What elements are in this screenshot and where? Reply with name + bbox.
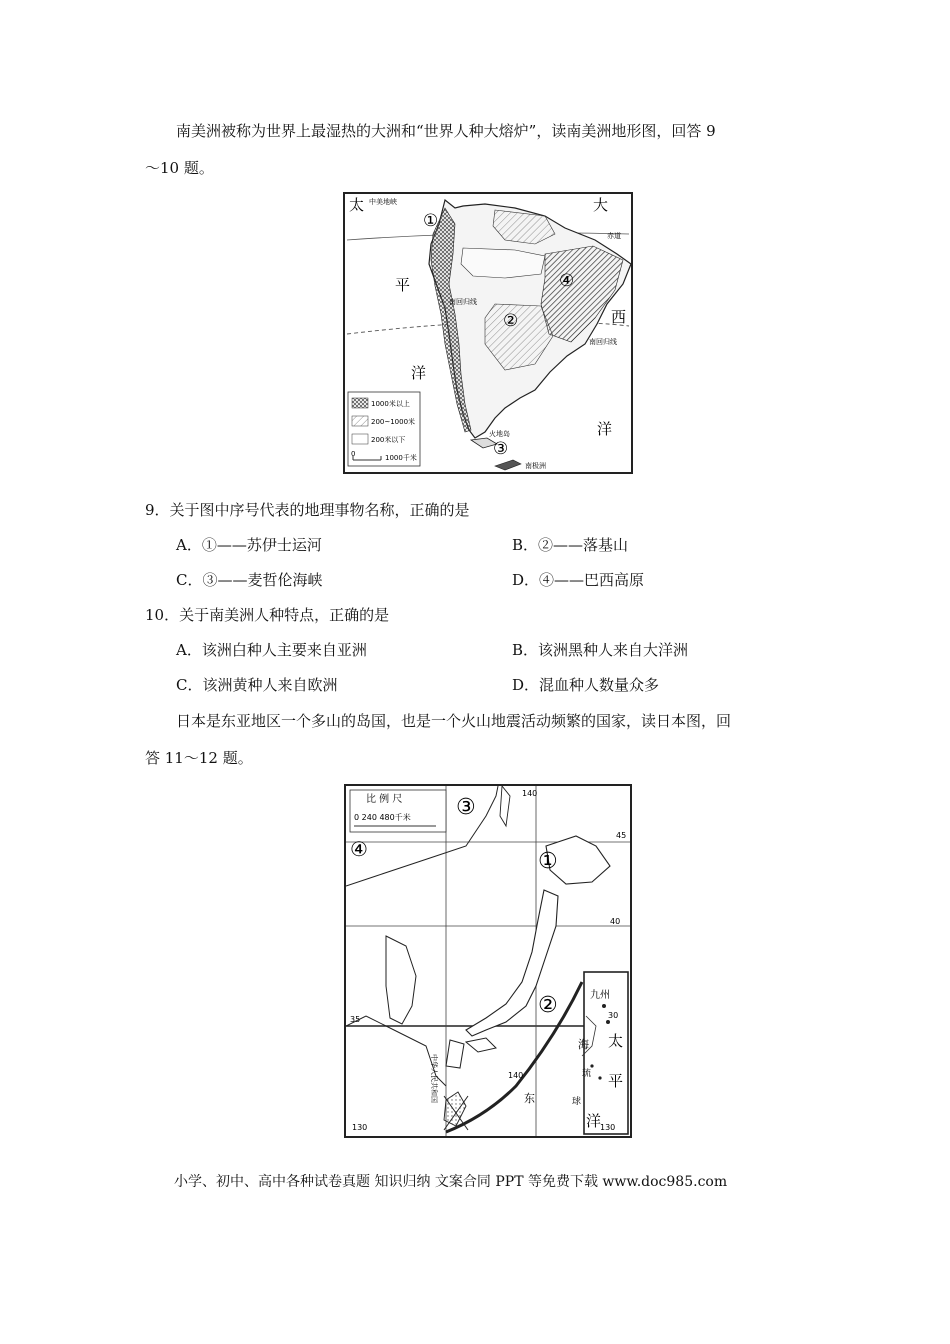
sa-label-atlantic-3: 洋 [597, 420, 613, 438]
sa-label-central-america: 中美地峡 [369, 198, 397, 206]
japan-scale-values: 0 240 480千米 [354, 813, 411, 822]
japan-map-drawing [346, 786, 630, 1136]
japan-marker-3: ③ [456, 795, 476, 820]
sa-label-antarctica: 南极洲 [525, 462, 546, 470]
sa-label-tropic-left: 南回归线 [449, 298, 477, 306]
japan-label-pacific-2: 平 [608, 1072, 624, 1090]
sa-label-tropic: 南回归线 [589, 338, 617, 346]
question-10-option-a: A．该洲白种人主要来自亚洲 [176, 641, 367, 659]
question-10-option-b: B．该洲黑种人来自大洋洲 [512, 641, 689, 659]
sa-label-pacific-3: 洋 [411, 364, 427, 382]
japan-label-ryukyu-1: 琉 [582, 1069, 592, 1079]
japan-label-taiwan: 中华人民共和国 [430, 1054, 438, 1103]
page-footer: 小学、初中、高中各种试卷真题 知识归纳 文案合同 PPT 等免费下载 www.doc985.com [174, 1174, 728, 1190]
question-9-option-b: B．②——落基山 [512, 536, 629, 554]
japan-label-ryukyu-2: 球 [572, 1097, 582, 1107]
japan-marker-1: ① [538, 849, 558, 874]
sa-marker-2: ② [503, 311, 519, 331]
question-10-option-d: D．混血种人数量众多 [512, 676, 660, 694]
japan-lon-130-left: 130 [352, 1123, 368, 1132]
sa-legend-scale-zero: 0 [351, 450, 356, 458]
south-america-map-drawing [345, 194, 631, 472]
intro2-paragraph-line2: 答 11～12 题。 [145, 749, 253, 767]
sa-marker-1: ① [423, 211, 439, 231]
intro2-paragraph-line1: 日本是东亚地区一个多山的岛国，也是一个火山地震活动频繁的国家，读日本图，回 [176, 712, 732, 730]
japan-map [344, 784, 632, 1138]
japan-label-kyushu: 九州 [590, 990, 610, 1001]
japan-marker-4: ④ [350, 837, 368, 861]
japan-lat-35: 35 [350, 1015, 361, 1024]
japan-scale-title: 比 例 尺 [366, 794, 403, 805]
sa-label-atlantic-1: 大 [593, 196, 609, 214]
sa-legend-item-3: 200米以下 [371, 436, 406, 444]
japan-lon-140-top: 140 [522, 789, 538, 798]
sa-legend-scale: 1000千米 [385, 454, 417, 462]
intro-paragraph-line1: 南美洲被称为世界上最湿热的大洲和“世界人种大熔炉”，读南美洲地形图，回答 9 [176, 122, 716, 140]
sa-marker-3: ③ [493, 439, 509, 459]
sa-legend-item-1: 1000米以上 [371, 400, 410, 408]
sa-marker-4: ④ [559, 271, 575, 291]
sa-label-cape-horn: 火地岛 [489, 430, 510, 438]
sa-legend-item-2: 200~1000米 [371, 418, 416, 426]
sa-label-pacific-1: 太 [349, 196, 365, 214]
japan-label-pacific-1: 太 [608, 1032, 624, 1050]
japan-lat-40: 40 [610, 917, 621, 926]
japan-lat-45: 45 [616, 831, 627, 840]
south-america-map [343, 192, 633, 474]
japan-lon-140-bottom: 140 [508, 1071, 524, 1080]
japan-lat-30: 30 [608, 1011, 619, 1020]
question-10-stem: 10．关于南美洲人种特点，正确的是 [145, 606, 390, 624]
question-10-option-c: C．该洲黄种人来自欧洲 [176, 676, 338, 694]
japan-label-sea: 海 [578, 1038, 589, 1051]
sa-label-pacific-2: 平 [395, 276, 411, 294]
japan-label-pacific-3: 洋 [586, 1112, 602, 1130]
japan-label-east: 东 [524, 1092, 535, 1105]
question-9-stem: 9．关于图中序号代表的地理事物名称，正确的是 [145, 501, 470, 519]
sa-label-atlantic-2: 西 [611, 308, 627, 326]
intro-paragraph-line2: ～10 题。 [145, 159, 214, 177]
japan-lon-130-right: 130 [600, 1123, 616, 1132]
japan-marker-2: ② [538, 993, 558, 1018]
question-9-option-d: D．④——巴西高原 [512, 571, 645, 589]
sa-label-equator: 赤道 [607, 232, 621, 240]
question-9-option-a: A．①——苏伊士运河 [176, 536, 322, 554]
question-9-option-c: C．③——麦哲伦海峡 [176, 571, 323, 589]
